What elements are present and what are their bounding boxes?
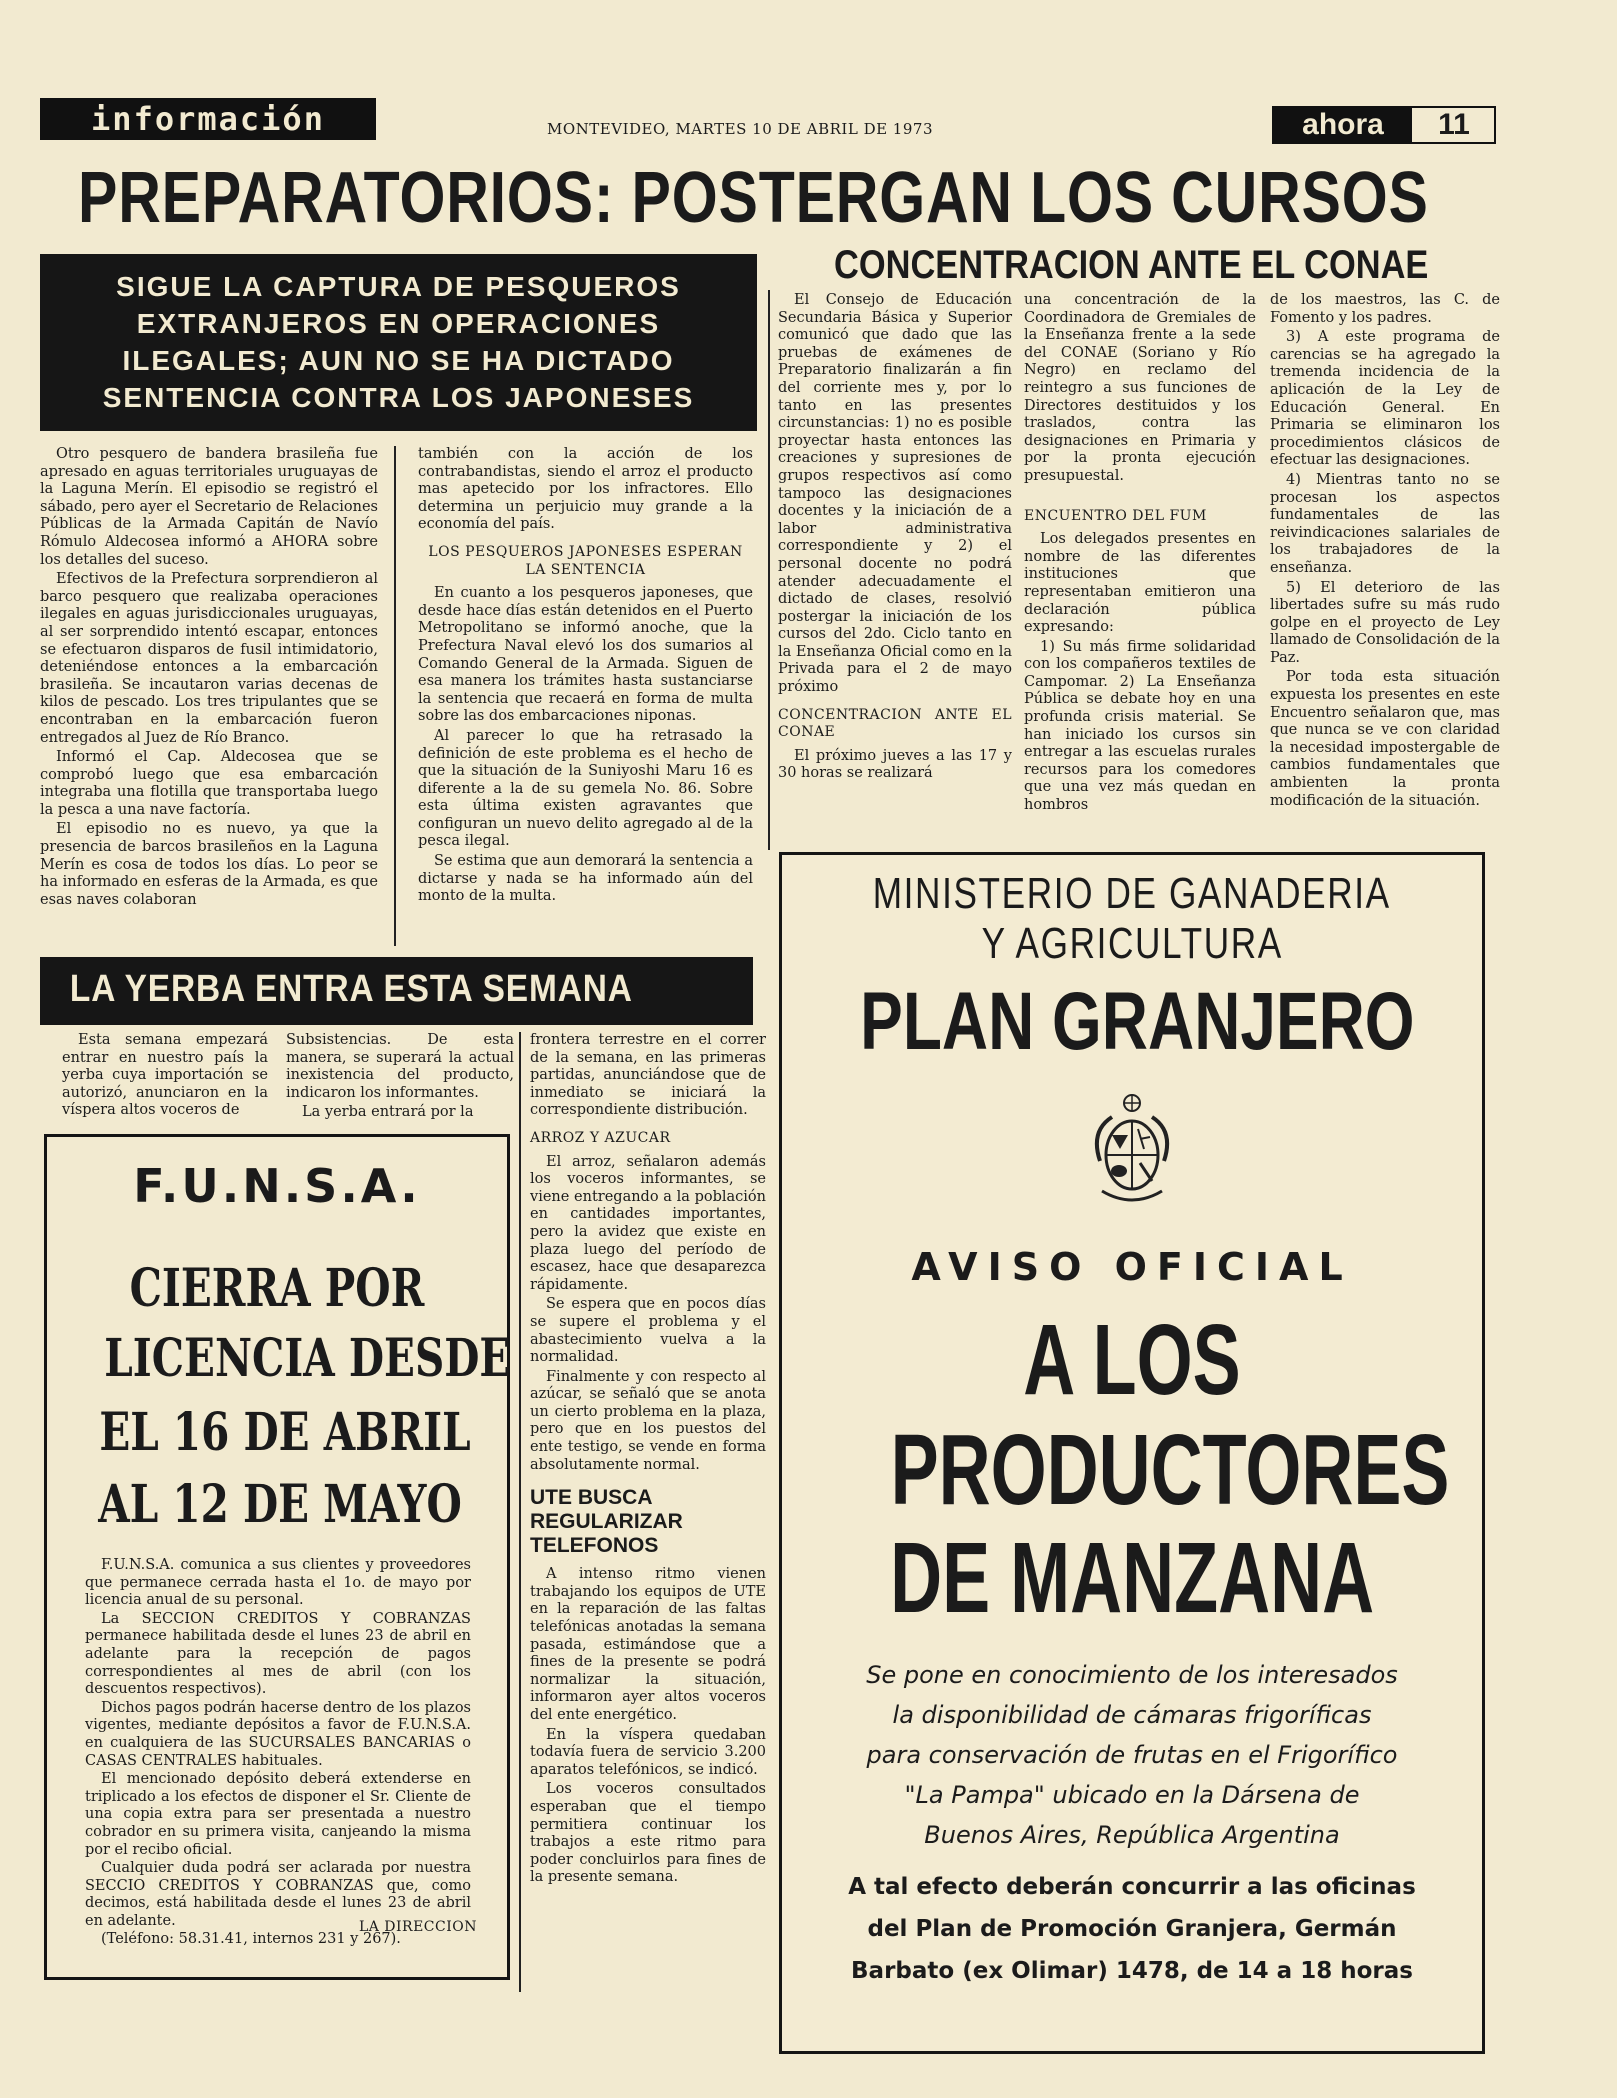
- funsa-headline-line: LICENCIA DESDE: [104, 1328, 511, 1389]
- funsa-headline-line: EL 16 DE ABRIL: [99, 1402, 471, 1463]
- dateline: MONTEVIDEO, MARTES 10 DE ABRIL DE 1973: [547, 120, 933, 138]
- funsa-body: [85, 1557, 471, 1950]
- paragraph: (Teléfono: 58.31.41, internos 231 y 267).: [101, 1931, 401, 1948]
- paragraph: Otro pesquero de bandera brasileña fue apresado en aguas territoriales uruguayas de la Laguna Merín. El episodio se registró el sábado, pero ayer el Secretario de Relaciones Públicas de la Armada Capitán de Navío Rómulo Aldecosea informó a AHORA sobre los detalles del suceso.: [40, 446, 378, 568]
- paragraph: A intenso ritmo vienen trabajando los equipos de UTE en la reparación de las faltas telefónicas anotadas la semana pasada, estimándose que a fines de la presente se podrá normalizar la situación, informaron ayer altos voceros del ente energético.: [530, 1566, 766, 1723]
- aviso-text-line: Se pone en conocimiento de los interesados: [866, 1661, 1398, 1689]
- paragraph: Se estima que aun demorará la sentencia a dictarse y nada se ha informado aún del monto de la multa.: [418, 853, 753, 905]
- yerba-title-box: [40, 957, 753, 1021]
- uruguay-coat-of-arms-icon: [1082, 1091, 1182, 1211]
- aviso-text-line: la disponibilidad de cámaras frigoríficas: [892, 1701, 1372, 1729]
- column-rule: [768, 290, 770, 850]
- funsa-headline-line: AL 12 DE MAYO: [98, 1474, 462, 1535]
- paragraph: En la víspera quedaban todavía fuera de servicio 3.200 aparatos telefónicos, se indicó.: [530, 1726, 766, 1778]
- paragraph: El próximo jueves a las 17 y 30 horas se realizará: [778, 747, 1012, 782]
- productores-headline-line: PRODUCTORES: [890, 1414, 1450, 1526]
- section-label: información: [40, 98, 376, 140]
- ministerio-advertisement: [779, 852, 1485, 2054]
- column-rule: [519, 1032, 521, 1992]
- yerba-column-2: [286, 1032, 514, 1124]
- paragraph: Se espera que en pocos días se supere el problema y el abastecimiento vuelva a la normalidad.: [530, 1296, 766, 1366]
- paragraph: La SECCION CREDITOS Y COBRANZAS permanece habilitada desde el lunes 23 de abril en adelante para la recepción de pagos correspondientes al mes de abril (con los descuentos respectivos).: [85, 1610, 471, 1698]
- pesqueros-column-2: [418, 446, 753, 908]
- paragraph: Subsistencias. De esta manera, se superará la actual inexistencia del producto, indicaron los informantes.: [286, 1032, 514, 1101]
- pesqueros-title-line: SENTENCIA CONTRA LOS JAPONESES: [102, 382, 695, 413]
- conae-title: CONCENTRACION ANTE EL CONAE: [834, 243, 1429, 287]
- paragraph: El Consejo de Educación Secundaria Básica y Superior comunicó que dado que las pruebas de exámenes de Preparatorio finalizarán a fin del corriente mes y, por lo tanto en las presentes circunstancias: 1) no es posible proyectar hasta entonces las creaciones y supresiones de grupos respectivos así como tampoco las designaciones docentes y la iniciación de a labor administrativa correspondiente y 2) el personal docente no podrá atender adecuadamente el dictado de clases, resolvió postergar la iniciación de los cursos del 2do. Ciclo tanto en la Enseñanza Oficial como en la Privada para el 2 de mayo próximo: [778, 292, 1013, 696]
- brand-logo: ahora: [1274, 108, 1412, 142]
- conae-column-2: [1024, 292, 1256, 817]
- main-headline: PREPARATORIOS: POSTERGAN LOS CURSOS: [78, 158, 1429, 238]
- brand-box: [1272, 106, 1496, 144]
- pesqueros-title-line: SIGUE LA CAPTURA DE PESQUEROS: [116, 271, 681, 302]
- aviso-text-line: Buenos Aires, República Argentina: [924, 1821, 1340, 1849]
- paragraph: Finalmente y con respecto al azúcar, se señaló que se anota un cierto problema en la plaza, pero que en los puestos del ente testigo, se vende en forma absolutamente normal.: [530, 1368, 766, 1473]
- aviso-text-line: para conservación de frutas en el Frigorífico: [866, 1741, 1398, 1769]
- subhead-arroz: ARROZ Y AZUCAR: [530, 1129, 671, 1146]
- paragraph: El mencionado depósito deberá extenderse en triplicado a los efectos de disponer el Sr. Cliente de una copia extra para ser presentada a nuestro cobrador en su primera visita, canjeando la misma por el recibo oficial.: [85, 1771, 471, 1858]
- subhead-japoneses: LOS PESQUEROS JAPONESES ESPERAN LA SENTENCIA: [428, 543, 743, 578]
- pesqueros-title-box: [40, 254, 757, 431]
- productores-headline-line: DE MANZANA: [890, 1522, 1374, 1634]
- paragraph: Dichos pagos podrán hacerse dentro de los plazos vigentes, mediante depósitos a favor de F.U.N.S.A. en cualquiera de las SUCURSALES BANCARIAS o CASAS CENTRALES habituales.: [85, 1699, 471, 1769]
- paragraph: frontera terrestre en el correr de la semana, en las primeras partidas, anunciándose que de inmediato se iniciará la correspondiente distribución.: [530, 1032, 766, 1119]
- pesqueros-title-line: ILEGALES; AUN NO SE HA DICTADO: [122, 345, 675, 376]
- paragraph: F.U.N.S.A. comunica a sus clientes y proveedores que permanece cerrada hasta el 1o. de mayo por licencia anual de su personal.: [85, 1557, 471, 1609]
- paragraph: Esta semana empezará entrar en nuestro país la yerba cuya importación se autorizó, anunciaron en la víspera altos voceros de: [62, 1032, 268, 1119]
- ministerio-subtitle: Y AGRICULTURA: [981, 919, 1283, 968]
- paragraph: Los delegados presentes en nombre de las diferentes instituciones que representaban emitieron una declaración pública expresando:: [1024, 531, 1256, 636]
- paragraph: El episodio no es nuevo, ya que la presencia de barcos brasileños en la Laguna Merín es cosa de todos los días. Lo peor se ha informado en esferas de la Armada, es que esas naves colaboran: [40, 821, 378, 908]
- ute-title: UTE BUSCA REGULARIZAR TELEFONOS: [530, 1486, 683, 1558]
- aviso-address-line: Barbato (ex Olimar) 1478, de 14 a 18 horas: [851, 1958, 1413, 1984]
- paragraph: La yerba entrará por la: [302, 1104, 474, 1121]
- conae-column-3: [1270, 292, 1500, 812]
- paragraph: 5) El deterioro de las libertades sufre su más rudo golpe en el proyecto de Ley llamado de Consolidación de la Paz.: [1270, 579, 1500, 666]
- paragraph: Informó el Cap. Aldecosea que se comprobó luego que esa embarcación integraba una flotilla que transportaba luego la pesca a una nave factoría.: [40, 749, 378, 818]
- paragraph: Efectivos de la Prefectura sorprendieron al barco pesquero que realizaba operaciones ilegales en aguas jurisdiccionales uruguayas, al ser sorprendido intentó escapar, entonces se efectuaron disparos de fusil intimidatorio, deteniéndose entonces a la embarcación brasileña. Se incautaron varias decenas de kilos de pescado. Los tres tripulantes que se encontraban en la embarcación fueron entregados al Juez de Río Branco.: [40, 571, 378, 746]
- subhead-fum: ENCUENTRO DEL FUM: [1024, 507, 1207, 524]
- yerba-title: LA YERBA ENTRA ESTA SEMANA: [69, 968, 633, 1010]
- productores-headline-line: A LOS: [1023, 1304, 1241, 1416]
- conae-column-1: [778, 292, 1012, 785]
- aviso-text-line: "La Pampa" ubicado en la Dársena de: [904, 1781, 1360, 1809]
- yerba-column-3: [530, 1032, 766, 1889]
- paragraph: Cualquier duda podrá ser aclarada por nuestra SECCIO CREDITOS Y COBRANZAS que, como decimos, está habilitada desde el lunes 23 de abril en adelante.: [85, 1860, 471, 1929]
- funsa-signature: LA DIRECCION: [358, 1919, 477, 1935]
- paragraph: El arroz, señalaron además los voceros informantes, se viene entregando a la población en cantidades importantes, pero la avidez que existe en plaza luego del período de escasez, hace que desaparezca rápidamente.: [530, 1153, 766, 1293]
- paragraph: Los voceros consultados esperaban que el tiempo permitiera continuar los trabajos a este ritmo para poder concluirlos para fines de la presente semana.: [530, 1781, 766, 1886]
- plan-granjero-title: PLAN GRANJERO: [860, 976, 1415, 1067]
- aviso-address-line: del Plan de Promoción Granjera, Germán: [867, 1916, 1397, 1942]
- paragraph: Al parecer lo que ha retrasado la definición de este problema es el hecho de que la situación de la Suniyoshi Maru 16 es diferente a la de su gemela No. 86. Sobre esta última existen agravantes que configuran un nuevo delito agregado al de la pesca ilegal.: [418, 727, 753, 850]
- subhead-concentracion: CONCENTRACION ANTE EL CONAE: [778, 706, 1012, 741]
- page-number: 11: [1438, 108, 1470, 141]
- yerba-underline: [40, 1021, 753, 1025]
- paragraph: una concentración de la Coordinadora de Gremiales de la Enseñanza frente a la sede del CONAE (Soriano y Río Negro) en reclamo del reintegro a sus funciones de Directores destituidos y los traslados, contra las designaciones en Primaria y por la pronta ejecución presupuestal.: [1024, 292, 1256, 484]
- paragraph: de los maestros, las C. de Fomento y los padres.: [1270, 292, 1500, 326]
- paragraph: 4) Mientras tanto no se procesan los aspectos fundamentales de las reivindicaciones salariales de los trabajadores de la enseñanza.: [1270, 471, 1500, 576]
- funsa-advertisement: [44, 1134, 510, 1980]
- paragraph: 3) A este programa de carencias se ha agregado la tremenda incidencia de la aplicación de la Ley de Educación General. En Primaria se eliminaron los procedimientos clásicos de efectuar las designaciones.: [1270, 329, 1500, 469]
- paragraph: En cuanto a los pesqueros japoneses, que desde hace días están detenidos en el Puerto Metropolitano se informó anoche, que la Prefectura Naval elevó los dos sumarios al Comando General de la Armada. Siguen de esa manera los trámites hasta sustanciarse la sentencia que recaerá en forma de multa sobre las dos embarcaciones niponas.: [418, 585, 753, 725]
- paragraph: también con la acción de los contrabandistas, siendo el arroz el producto mas apetecido por los infractores. Ello determina un perjuicio muy grande a la economía del país.: [418, 446, 753, 533]
- paragraph: 1) Su más firme solidaridad con los compañeros textiles de Campomar. 2) La Enseñanza Pública se debate hoy en una profunda crisis material. Se han iniciado los cursos sin entregar a las escuelas rurales recursos para los comedores que una vez más quedan en hombros: [1024, 638, 1256, 814]
- ministerio-title: MINISTERIO DE GANADERIA: [873, 869, 1391, 918]
- yerba-column-1: [62, 1032, 268, 1122]
- pesqueros-title-line: EXTRANJEROS EN OPERACIONES: [136, 308, 661, 339]
- aviso-oficial: AVISO OFICIAL: [911, 1245, 1353, 1289]
- funsa-logo: F.U.N.S.A.: [133, 1159, 421, 1213]
- aviso-address-line: A tal efecto deberán concurrir a las oficinas: [848, 1874, 1416, 1900]
- column-rule: [394, 446, 396, 946]
- funsa-headline-line: CIERRA POR: [129, 1258, 425, 1319]
- paragraph: Por toda esta situación expuesta los presentes en este Encuentro señalaron que, mas que nunca se ve con claridad la necesidad impostergable de cambios fundamentales que ambienten la pronta modificación de la situación.: [1270, 669, 1500, 809]
- pesqueros-column-1: [40, 446, 378, 911]
